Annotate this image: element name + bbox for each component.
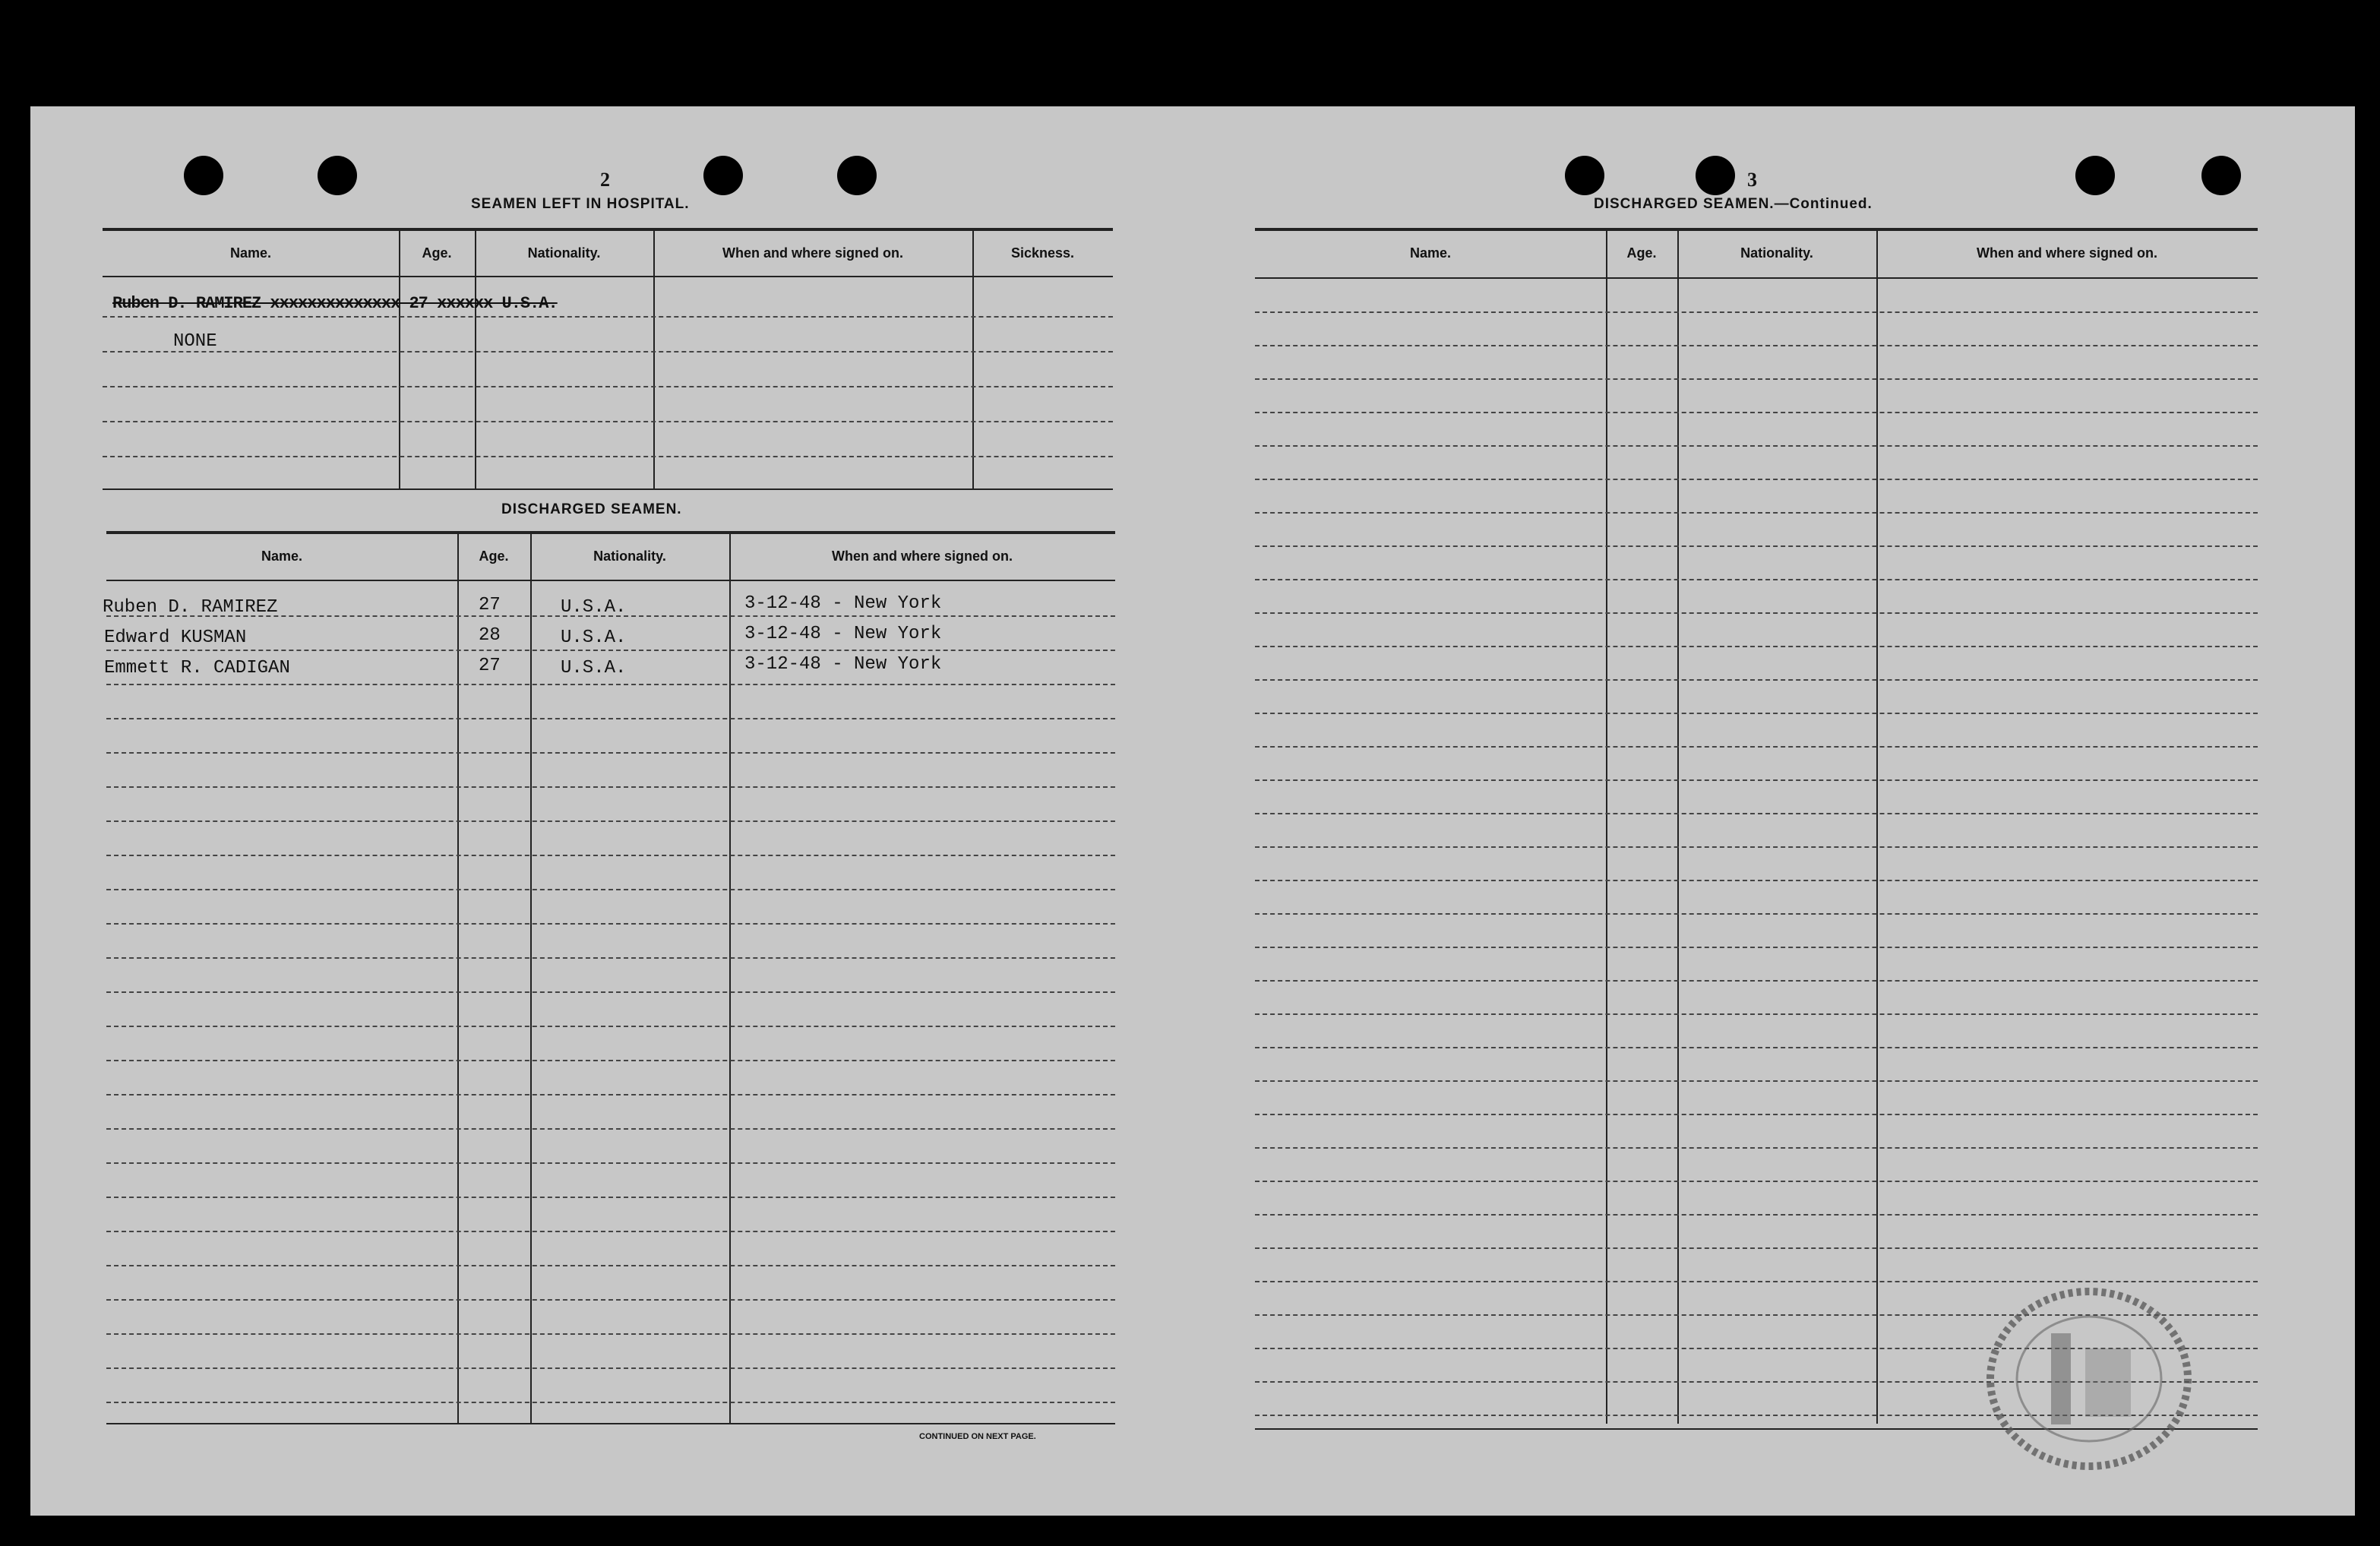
discharged-col-divider [457, 534, 459, 1423]
ruled-line [106, 923, 1115, 925]
discharged-row-name: Edward KUSMAN [104, 628, 247, 648]
hospital-col-nationality: Nationality. [527, 245, 601, 261]
right-col-age: Age. [1626, 245, 1657, 261]
discharged-col-divider [530, 534, 532, 1423]
ruled-line [1255, 646, 2258, 647]
discharged-row-signed-on: 3-12-48 - New York [744, 624, 942, 644]
ruled-line [106, 820, 1115, 822]
hospital-col-name: Name. [229, 245, 272, 261]
ruled-line [106, 1265, 1115, 1266]
hospital-col-signed-on: When and where signed on. [722, 245, 904, 261]
discharged-row-signed-on: 3-12-48 - New York [744, 654, 942, 675]
punch-hole [318, 156, 357, 195]
ruled-line [106, 1162, 1115, 1164]
customs-stamp [1979, 1280, 2199, 1478]
punch-hole [703, 156, 743, 195]
discharged-row-signed-on: 3-12-48 - New York [744, 593, 942, 614]
ruled-line [106, 1128, 1115, 1130]
discharged-row-nationality: U.S.A. [561, 597, 627, 618]
discharged-row-age: 27 [479, 595, 501, 615]
ruled-line [106, 1231, 1115, 1232]
discharged-row-name: Ruben D. RAMIREZ [103, 597, 278, 618]
right-col-divider [1876, 231, 1878, 1424]
discharged-col-signed-on: When and where signed on. [831, 549, 1013, 564]
hospital-col-divider [972, 231, 974, 489]
ruled-line [1255, 311, 2258, 313]
hospital-col-age: Age. [422, 245, 452, 261]
discharged-col-name: Name. [261, 549, 303, 564]
right-col-nationality: Nationality. [1740, 245, 1813, 261]
ruled-line [106, 786, 1115, 788]
ruled-line [1255, 679, 2258, 681]
ruled-line [106, 1060, 1115, 1061]
ruled-line [1255, 579, 2258, 580]
hospital-row-line [103, 351, 1113, 353]
right-table-top-rule [1255, 228, 2258, 231]
right-col-divider [1677, 231, 1679, 1424]
ruled-line [1255, 1013, 2258, 1015]
hospital-row-name: NONE [173, 331, 217, 352]
hospital-row-line [103, 386, 1113, 387]
ruled-line [106, 1026, 1115, 1027]
ruled-line [1255, 1080, 2258, 1082]
hospital-col-divider [475, 231, 476, 489]
discharged-section-title: DISCHARGED SEAMEN. [501, 501, 682, 517]
ruled-line [106, 889, 1115, 890]
ruled-line [106, 1367, 1115, 1369]
ruled-line [1255, 980, 2258, 982]
ruled-line [106, 957, 1115, 959]
ruled-line [106, 1094, 1115, 1095]
ruled-line [1255, 746, 2258, 748]
discharged-row-nationality: U.S.A. [561, 658, 627, 678]
discharged-col-divider [729, 534, 731, 1423]
punch-hole [1696, 156, 1735, 195]
hospital-col-divider [399, 231, 400, 489]
discharged-col-age: Age. [479, 549, 509, 564]
ruled-line [1255, 412, 2258, 413]
ruled-line [106, 1299, 1115, 1301]
punch-hole [2201, 156, 2241, 195]
ruled-line [106, 684, 1115, 685]
ruled-line [1255, 779, 2258, 781]
hospital-col-divider [653, 231, 655, 489]
ruled-line [106, 991, 1115, 993]
ruled-line [1255, 1114, 2258, 1115]
ruled-line [106, 752, 1115, 754]
ruled-line [1255, 880, 2258, 881]
right-col-divider [1606, 231, 1607, 1424]
continued-footer: CONTINUED ON NEXT PAGE. [919, 1432, 1036, 1441]
ruled-line [106, 855, 1115, 856]
discharged-table-bottom-rule [106, 1423, 1115, 1424]
ruled-line [1255, 813, 2258, 814]
discharged-row-age: 27 [479, 656, 501, 676]
ruled-line [1255, 378, 2258, 380]
hospital-col-sickness: Sickness. [1010, 245, 1075, 261]
hospital-table-bottom-rule [103, 488, 1113, 490]
ruled-line [1255, 913, 2258, 915]
page-number-right: 3 [1747, 169, 1757, 191]
ruled-line [106, 718, 1115, 719]
ruled-line [1255, 713, 2258, 714]
discharged-table-header-rule [106, 580, 1115, 581]
ruled-line [1255, 1214, 2258, 1216]
ruled-line [106, 1197, 1115, 1198]
discharged-row-age: 28 [479, 625, 501, 646]
punch-hole [184, 156, 223, 195]
discharged-col-nationality: Nationality. [593, 549, 666, 564]
ruled-line [1255, 512, 2258, 514]
right-col-name: Name. [1409, 245, 1452, 261]
right-table-header-rule [1255, 277, 2258, 279]
ruled-line [106, 1402, 1115, 1403]
ruled-line [106, 1333, 1115, 1335]
ruled-line [1255, 445, 2258, 447]
discharged-table-top-rule [106, 531, 1115, 534]
hospital-row-line [103, 316, 1113, 318]
ruled-line [1255, 1181, 2258, 1182]
hospital-struck-entry: Ruben D. RAMIREZ xxxxxxxxxxxxxx 27 xxxxxx U.S.A. [112, 294, 558, 313]
hospital-row-line [103, 456, 1113, 457]
ruled-line [1255, 1147, 2258, 1149]
ruled-line [1255, 1247, 2258, 1249]
punch-hole [2075, 156, 2115, 195]
ruled-line [1255, 479, 2258, 480]
hospital-table-header-rule [103, 276, 1113, 277]
punch-hole [1565, 156, 1604, 195]
page-number-left: 2 [600, 169, 610, 191]
ruled-line [1255, 1047, 2258, 1048]
discharged-row-name: Emmett R. CADIGAN [104, 658, 290, 678]
ruled-line [1255, 545, 2258, 547]
right-col-signed-on: When and where signed on. [1976, 245, 2158, 261]
discharged-continued-title: DISCHARGED SEAMEN.—Continued. [1594, 196, 1873, 212]
ruled-line [1255, 947, 2258, 948]
hospital-row-line [103, 421, 1113, 422]
hospital-table-top-rule [103, 228, 1113, 231]
ruled-line [1255, 846, 2258, 848]
ruled-line [106, 650, 1115, 651]
ruled-line [1255, 612, 2258, 614]
punch-hole [837, 156, 877, 195]
discharged-row-nationality: U.S.A. [561, 628, 627, 648]
hospital-section-title: SEAMEN LEFT IN HOSPITAL. [471, 196, 690, 212]
ruled-line [1255, 345, 2258, 346]
